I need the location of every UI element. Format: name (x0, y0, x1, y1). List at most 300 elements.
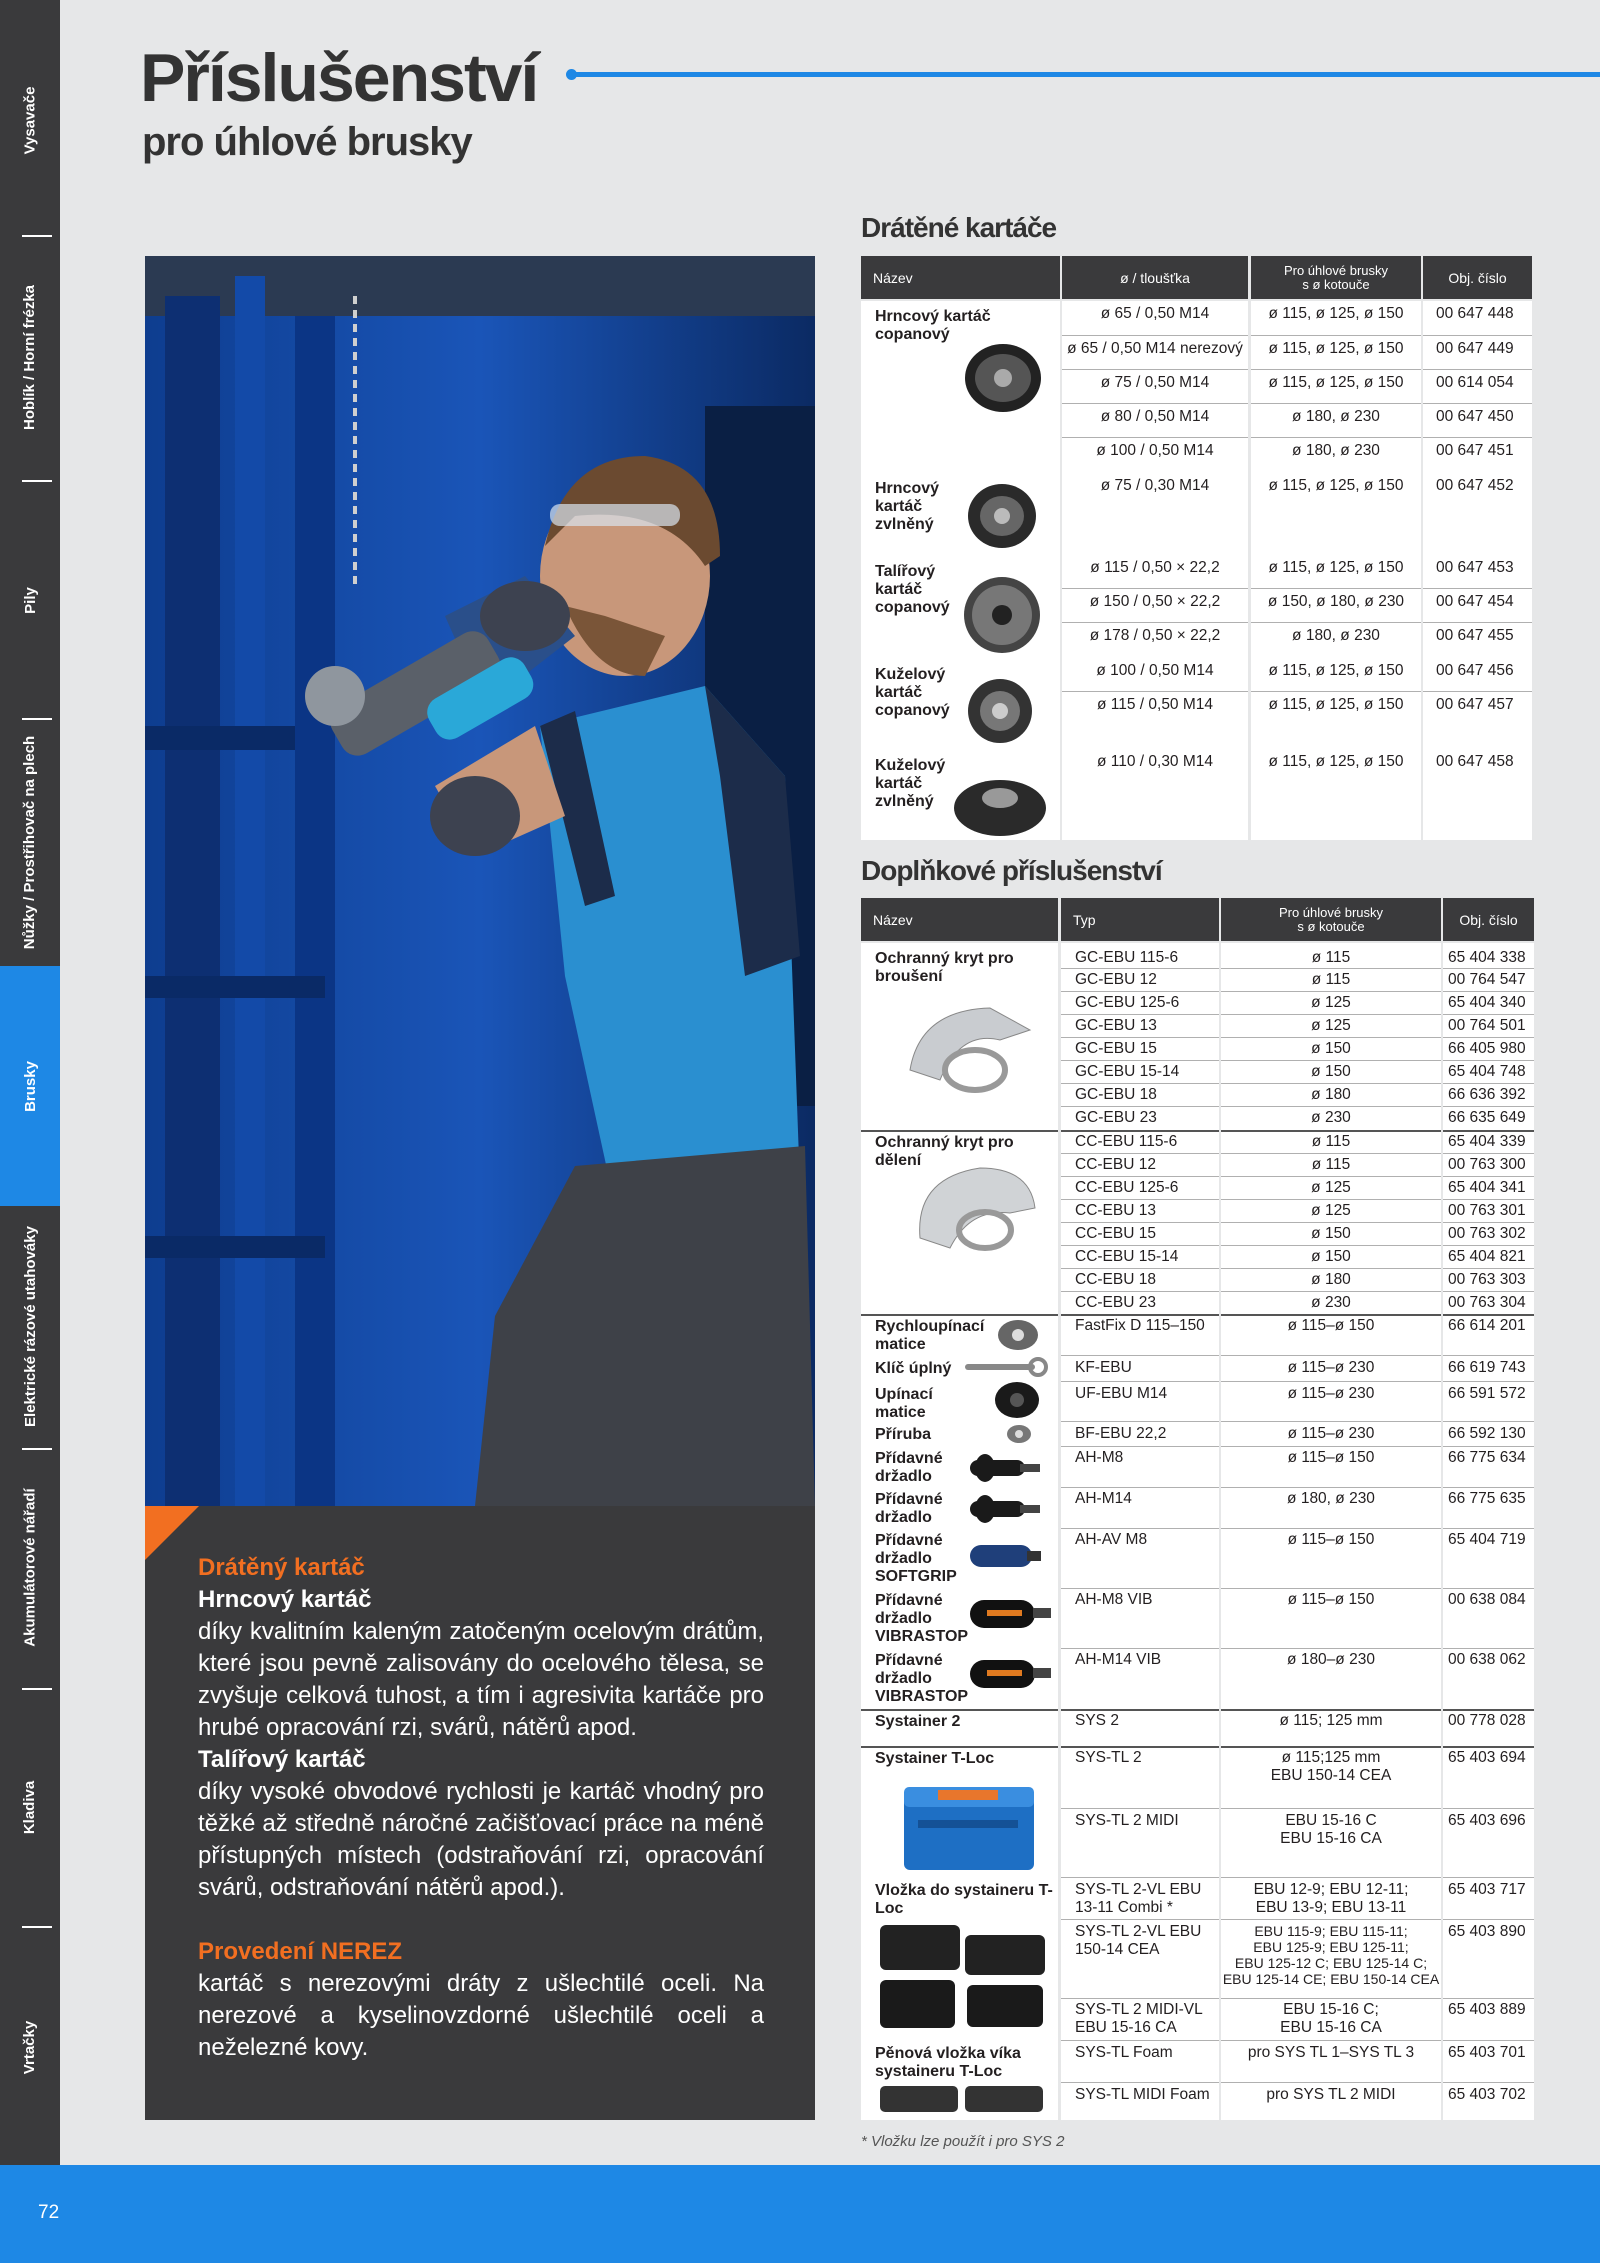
acc-cell-type: AH-M8 VIB (1075, 1591, 1153, 1608)
sidebar-item-label: Pily (21, 586, 39, 614)
softgrip-handle-icon (965, 1535, 1045, 1577)
acc-cell-type: 150-14 CEA (1075, 1941, 1160, 1958)
page-number: 72 (38, 2202, 60, 2223)
acc-cell-order: 65 404 338 (1448, 949, 1526, 966)
acc-cell-for: ø 115;125 mm (1281, 1749, 1381, 1766)
wire-cell-size: ø 115 / 0,50 M14 (1096, 696, 1214, 713)
acc-cell-for: ø 230 (1311, 1109, 1351, 1126)
acc-cell-order: 00 763 301 (1448, 1202, 1526, 1219)
acc-cell-type: CC-EBU 15 (1075, 1225, 1156, 1242)
acc-cell-for: EBU 150-14 CEA (1270, 1767, 1392, 1784)
acc-cell-type: GC-EBU 125-6 (1075, 994, 1180, 1011)
row-divider (1061, 1222, 1219, 1223)
acc-name: Přídavné držadlo VIBRASTOP (875, 1592, 969, 1645)
wire-header-size: ø / tloušťka (1062, 256, 1248, 299)
row-divider (1061, 1381, 1219, 1382)
acc-cell-for: EBU 13-9; EBU 13-11 (1255, 1899, 1407, 1916)
acc-cell-for: ø 150 (1311, 1040, 1351, 1057)
row-divider (1061, 1446, 1219, 1447)
heading-cup-brush: Hrncový kartáč (198, 1586, 372, 1613)
row-divider (1443, 1268, 1534, 1269)
row-divider (1443, 1153, 1534, 1154)
row-divider (1061, 1919, 1219, 1920)
acc-cell-for: EBU 15-16 C; (1283, 2001, 1379, 2018)
row-divider (1221, 1176, 1441, 1177)
row-divider (1061, 2040, 1219, 2041)
row-divider (1221, 1014, 1441, 1015)
row-divider (1062, 403, 1248, 404)
acc-cell-type: AH-M14 (1075, 1490, 1132, 1507)
row-divider (1443, 1083, 1534, 1084)
row-divider (1443, 1877, 1534, 1878)
row-divider (1443, 1245, 1534, 1246)
acc-cell-type: SYS-TL Foam (1075, 2044, 1173, 2061)
vibrastop-handle-icon (965, 1592, 1055, 1636)
wire-cell-for: ø 150, ø 180, ø 230 (1267, 593, 1405, 610)
row-divider (1221, 2082, 1441, 2083)
paragraph-cup-brush: díky kvalitním kaleným zatočeným ocelovým drátům, které jsou pevně zalisovány do ocelového tělesa, se zvyšuje celková tuhost, a tím i agresivita kartáče pro hrubé opracování rzi, svárů, nátěrů apod. (198, 1618, 764, 1741)
row-divider (1443, 1588, 1534, 1589)
acc-cell-for: ø 115 (1311, 971, 1351, 988)
acc-name: Upínací matice (875, 1386, 933, 1421)
wire-cell-size: ø 100 / 0,50 M14 (1096, 442, 1214, 459)
row-divider (1221, 1037, 1441, 1038)
row-divider (1443, 1487, 1534, 1488)
row-divider (1061, 1106, 1219, 1107)
acc-name: Přídavné držadlo (875, 1491, 943, 1526)
row-divider (1061, 1268, 1219, 1269)
heading-wire-brush: Drátěný kartáč (198, 1554, 365, 1581)
acc-cell-for: ø 150 (1311, 1063, 1351, 1080)
row-divider (1423, 588, 1532, 589)
worker-with-grinder-illustration (145, 256, 815, 1506)
bevel-brush-braided-icon (955, 676, 1045, 746)
wire-cell-for: ø 115, ø 125, ø 150 (1268, 696, 1404, 713)
wire-cell-for: ø 115, ø 125, ø 150 (1268, 753, 1404, 770)
orange-corner-triangle (145, 1506, 199, 1560)
row-divider (1062, 369, 1248, 370)
row-divider (1221, 1998, 1441, 1999)
acc-cell-type: CC-EBU 23 (1075, 1294, 1156, 1311)
wire-cell-order: 00 647 448 (1436, 305, 1514, 322)
acc-cell-order: 00 763 303 (1448, 1271, 1526, 1288)
row-divider (1423, 369, 1532, 370)
acc-cell-for: ø 150 (1311, 1225, 1351, 1242)
row-divider (1423, 691, 1532, 692)
row-divider (1443, 1746, 1534, 1748)
heading-stainless: Provedení NEREZ (198, 1938, 403, 1965)
row-divider (1251, 335, 1421, 336)
acc-cell-for: ø 180 (1311, 1271, 1351, 1288)
row-divider (1423, 437, 1532, 438)
acc-cell-for: EBU 125-12 C; EBU 125-14 C; (1234, 1955, 1428, 1971)
heading-disc-brush: Talířový kartáč (198, 1746, 366, 1773)
sidebar (0, 0, 60, 2165)
acc-name: Přídavné držadlo SOFTGRIP (875, 1532, 957, 1585)
row-divider (1443, 2082, 1534, 2083)
row-divider (1443, 1808, 1534, 1809)
acc-cell-order: 66 619 743 (1448, 1359, 1526, 1376)
acc-cell-type: CC-EBU 12 (1075, 1156, 1156, 1173)
acc-cell-type: GC-EBU 13 (1075, 1017, 1157, 1034)
acc-cell-type: SYS-TL 2 (1075, 1749, 1142, 1766)
wire-cell-for: ø 115, ø 125, ø 150 (1268, 662, 1404, 679)
acc-cell-order: 65 403 717 (1448, 1881, 1526, 1898)
row-divider (1251, 369, 1421, 370)
row-divider (861, 1709, 1058, 1711)
sidebar-item-nuzky[interactable] (0, 720, 60, 965)
row-divider (1221, 1648, 1441, 1649)
bevel-brush-crimped-icon (950, 768, 1050, 838)
row-divider (1423, 403, 1532, 404)
row-divider (1443, 1709, 1534, 1711)
acc-cell-type: SYS-TL 2-VL EBU (1075, 1881, 1202, 1898)
wire-cell-for: ø 115, ø 125, ø 150 (1268, 374, 1404, 391)
acc-cell-for: ø 125 (1311, 994, 1351, 1011)
row-divider (1221, 968, 1441, 969)
sidebar-divider (22, 235, 52, 237)
wire-header-order: Obj. číslo (1423, 256, 1532, 299)
row-divider (1061, 1060, 1219, 1061)
row-divider (1221, 1083, 1441, 1084)
row-divider (1221, 1877, 1441, 1878)
cutting-guard-icon (910, 1158, 1040, 1258)
acc-cell-order: 66 405 980 (1448, 1040, 1526, 1057)
row-divider (1061, 1588, 1219, 1589)
wire-cell-size: ø 65 / 0,50 M14 (1100, 305, 1210, 322)
wire-group-name: Hrncový kartáč copanový (875, 308, 991, 343)
acc-cell-for: EBU 115-9; EBU 115-11; (1254, 1923, 1408, 1939)
wire-group-name: Hrncový kartáč zvlněný (875, 480, 940, 533)
row-divider (1423, 335, 1532, 336)
sidebar-item-label: Vysavače (21, 86, 39, 154)
acc-cell-type: AH-AV M8 (1075, 1531, 1148, 1548)
acc-cell-order: 65 403 702 (1448, 2086, 1526, 2103)
acc-cell-type: UF-EBU M14 (1075, 1385, 1168, 1402)
acc-cell-for: ø 115–ø 150 (1287, 1449, 1375, 1466)
sidebar-item-label: Elektrické rázové utahováky (21, 1225, 39, 1427)
row-divider (1221, 991, 1441, 992)
row-divider (1221, 1709, 1441, 1711)
sidebar-divider (22, 1926, 52, 1928)
acc-cell-for: EBU 125-9; EBU 125-11; (1253, 1939, 1409, 1955)
acc-name: Ochranný kryt pro dělení (875, 1134, 1014, 1169)
acc-cell-for: EBU 125-14 CE; EBU 150-14 CEA (1222, 1971, 1440, 1987)
acc-cell-for: ø 115–ø 230 (1287, 1359, 1375, 1376)
row-divider (1221, 1153, 1441, 1154)
row-divider (1443, 1291, 1534, 1292)
wire-cell-size: ø 115 / 0,50 × 22,2 (1090, 559, 1220, 576)
row-divider (1221, 1528, 1441, 1529)
wire-cell-for: ø 115, ø 125, ø 150 (1268, 305, 1404, 322)
row-divider (1061, 1877, 1219, 1878)
row-divider (1443, 1222, 1534, 1223)
row-divider (1443, 1014, 1534, 1015)
row-divider (1062, 691, 1248, 692)
title-rule (570, 72, 1600, 77)
wire-cell-order: 00 647 453 (1436, 559, 1514, 576)
wire-cell-for: ø 115, ø 125, ø 150 (1268, 559, 1404, 576)
row-divider (1221, 2040, 1441, 2041)
acc-cell-order: 00 763 302 (1448, 1225, 1526, 1242)
acc-cell-order: 65 403 696 (1448, 1812, 1526, 1829)
sidebar-item-hoblik[interactable] (0, 240, 60, 475)
row-divider (1062, 335, 1248, 336)
row-divider (1221, 1421, 1441, 1422)
wire-cell-for: ø 115, ø 125, ø 150 (1268, 477, 1404, 494)
acc-header-type: Typ (1061, 898, 1219, 941)
row-divider (1061, 1199, 1219, 1200)
acc-cell-order: 00 778 028 (1448, 1712, 1526, 1729)
acc-cell-for: ø 115–ø 150 (1287, 1317, 1375, 1334)
acc-cell-type: GC-EBU 12 (1075, 971, 1157, 988)
acc-cell-type: GC-EBU 115-6 (1075, 949, 1179, 966)
acc-cell-type: CC-EBU 13 (1075, 1202, 1156, 1219)
acc-header-order: Obj. číslo (1443, 898, 1534, 941)
acc-cell-type: SYS-TL 2-VL EBU (1075, 1923, 1202, 1940)
row-divider (1221, 1245, 1441, 1246)
spanner-icon (960, 1356, 1050, 1378)
row-divider (1061, 1998, 1219, 1999)
row-divider (1061, 968, 1219, 969)
acc-cell-type: BF-EBU 22,2 (1075, 1425, 1167, 1442)
acc-cell-type: EBU 15-16 CA (1075, 2019, 1177, 2036)
grinding-guard-icon (900, 1000, 1040, 1100)
acc-cell-for: ø 115–ø 230 (1287, 1385, 1375, 1402)
wire-cell-size: ø 178 / 0,50 × 22,2 (1089, 627, 1221, 644)
side-handle-icon (965, 1450, 1045, 1486)
paragraph-disc-brush: díky vysoké obvodové rychlosti je kartáč vhodný pro těžké až středně náročné začišťovací práce na méně přístupných místech (odstraňování rzi, opracování svárů, odstraňování nátěrů apod.). (198, 1778, 764, 1901)
wire-group-name: Kuželový kartáč zvlněný (875, 757, 946, 810)
row-divider (1443, 1106, 1534, 1107)
acc-name: Rychloupínací matice (875, 1318, 985, 1353)
row-divider (1423, 622, 1532, 623)
sidebar-item-kladiva[interactable] (0, 1690, 60, 1925)
flange-icon (1005, 1423, 1033, 1445)
row-divider (1221, 1588, 1441, 1589)
row-divider (1061, 991, 1219, 992)
sidebar-item-utahovaky[interactable] (0, 1206, 60, 1446)
wire-cell-for: ø 180, ø 230 (1292, 627, 1380, 644)
row-divider (1221, 1199, 1441, 1200)
row-divider (1221, 1130, 1441, 1132)
footnote: * Vložku lze použít i pro SYS 2 (861, 2133, 1065, 2150)
sidebar-item-brusky[interactable] (0, 966, 60, 1206)
acc-cell-order: 65 403 889 (1448, 2001, 1526, 2018)
row-divider (1443, 1355, 1534, 1356)
wire-header-for: Pro úhlové brusky s ø kotouče (1251, 256, 1421, 299)
sidebar-item-label: Vrtačky (21, 2020, 39, 2075)
acc-cell-order: 00 764 547 (1448, 971, 1526, 988)
row-divider (1443, 1199, 1534, 1200)
wire-cell-size: ø 75 / 0,50 M14 (1100, 374, 1210, 391)
section-title-wire-brushes: Drátěné kartáče (861, 212, 1057, 243)
sidebar-item-vrtacky[interactable] (0, 1930, 60, 2165)
acc-cell-for: pro SYS TL 2 MIDI (1266, 2086, 1396, 2103)
acc-cell-type: GC-EBU 23 (1075, 1109, 1157, 1126)
acc-cell-order: 66 775 635 (1448, 1490, 1526, 1507)
row-divider (1443, 1130, 1534, 1132)
acc-cell-order: 66 592 130 (1448, 1425, 1526, 1442)
row-divider (1443, 1528, 1534, 1529)
wire-cell-size: ø 100 / 0,50 M14 (1096, 662, 1214, 679)
row-divider (1251, 403, 1421, 404)
acc-cell-order: 65 404 340 (1448, 994, 1526, 1011)
wire-cell-size: ø 65 / 0,50 M14 nerezový (1067, 340, 1243, 357)
wire-cell-order: 00 647 455 (1436, 627, 1514, 644)
wire-group-name: Kuželový kartáč copanový (875, 666, 950, 719)
acc-cell-for: ø 115–ø 150 (1287, 1591, 1375, 1608)
acc-cell-for: ø 180, ø 230 (1287, 1490, 1375, 1507)
acc-cell-order: 00 638 062 (1448, 1651, 1526, 1668)
acc-cell-type: SYS-TL 2 MIDI-VL (1075, 2001, 1203, 2018)
row-divider (1443, 1998, 1534, 1999)
hero-photo (145, 256, 815, 1506)
row-divider (1221, 1381, 1441, 1382)
wire-cell-order: 00 647 452 (1436, 477, 1514, 494)
row-divider (1443, 2040, 1534, 2041)
side-handle-icon (965, 1491, 1045, 1527)
description-box (145, 1506, 815, 2120)
acc-cell-for: ø 180–ø 230 (1287, 1651, 1375, 1668)
wire-cell-order: 00 647 457 (1436, 696, 1514, 713)
sidebar-item-pily[interactable] (0, 485, 60, 715)
disc-brush-braided-icon (955, 575, 1050, 655)
sidebar-item-vysavace[interactable] (0, 20, 60, 220)
acc-cell-order: 65 404 821 (1448, 1248, 1526, 1265)
acc-header-for: Pro úhlové brusky s ø kotouče (1221, 898, 1441, 941)
acc-name: Systainer T-Loc (875, 1750, 995, 1767)
acc-name: Ochranný kryt pro broušení (875, 950, 1014, 985)
systainer-insert-icon (875, 1920, 1050, 2035)
acc-cell-type: CC-EBU 18 (1075, 1271, 1156, 1288)
acc-name: Vložka do systaineru T-Loc (875, 1882, 1053, 1917)
row-divider (1061, 1648, 1219, 1649)
paragraph-stainless: kartáč s nerezovými dráty z ušlechtilé oceli. Na nerezové a kyselinovzdorné ušlechtilé oceli a neželezné kovy. (198, 1970, 764, 2061)
row-divider (1221, 1291, 1441, 1292)
acc-name: Přídavné držadlo (875, 1450, 943, 1485)
row-divider (1221, 1060, 1441, 1061)
row-divider (1061, 1014, 1219, 1015)
acc-cell-type: SYS 2 (1075, 1712, 1119, 1729)
sidebar-item-label: Akumulátorové nářadí (21, 1488, 39, 1647)
cup-brush-braided-icon (958, 336, 1048, 416)
row-divider (1061, 2082, 1219, 2083)
acc-cell-for: pro SYS TL 1–SYS TL 3 (1247, 2044, 1415, 2061)
systainer-icon (898, 1775, 1043, 1875)
row-divider (1061, 1528, 1219, 1529)
row-divider (1443, 1060, 1534, 1061)
acc-name: Systainer 2 (875, 1713, 961, 1730)
row-divider (1221, 1487, 1441, 1488)
acc-cell-type: GC-EBU 18 (1075, 1086, 1157, 1103)
acc-name: Pěnová vložka víka systaineru T-Loc (875, 2045, 1021, 2080)
acc-cell-order: 65 403 890 (1448, 1923, 1526, 1940)
row-divider (1251, 691, 1421, 692)
wire-cell-order: 00 614 054 (1436, 374, 1514, 391)
row-divider (1443, 1446, 1534, 1447)
acc-cell-for: ø 125 (1311, 1017, 1351, 1034)
wire-group-name: Talířový kartáč copanový (875, 563, 950, 616)
acc-cell-order: 00 638 084 (1448, 1591, 1526, 1608)
sidebar-item-label: Kladiva (21, 1780, 39, 1835)
wire-cell-size: ø 80 / 0,50 M14 (1100, 408, 1210, 425)
acc-cell-for: ø 115 (1311, 1156, 1351, 1173)
row-divider (1061, 1291, 1219, 1292)
sidebar-item-akumulatorove[interactable] (0, 1450, 60, 1685)
description-text (198, 1552, 764, 2064)
acc-cell-order: 65 404 748 (1448, 1063, 1526, 1080)
acc-cell-for: EBU 15-16 CA (1280, 2019, 1382, 2036)
acc-cell-type: GC-EBU 15-14 (1075, 1063, 1180, 1080)
acc-cell-order: 66 614 201 (1448, 1317, 1526, 1334)
row-divider (1443, 1037, 1534, 1038)
row-divider (1061, 1037, 1219, 1038)
sidebar-item-label: Brusky (21, 1060, 39, 1112)
row-divider (1443, 1381, 1534, 1382)
row-divider (1061, 1355, 1219, 1356)
acc-name: Přídavné držadlo VIBRASTOP (875, 1652, 969, 1705)
row-divider (1443, 1919, 1534, 1920)
acc-cell-type: CC-EBU 125-6 (1075, 1179, 1179, 1196)
row-divider (1061, 1176, 1219, 1177)
row-divider (1221, 1746, 1441, 1748)
row-divider (1061, 1130, 1219, 1132)
acc-cell-order: 65 404 339 (1448, 1133, 1526, 1150)
row-divider (1251, 588, 1421, 589)
section-title-accessories: Doplňkové příslušenství (861, 855, 1162, 886)
acc-cell-for: EBU 15-16 CA (1280, 1830, 1382, 1847)
acc-cell-order: 66 775 634 (1448, 1449, 1526, 1466)
acc-cell-for: EBU 12-9; EBU 12-11; (1253, 1881, 1409, 1898)
row-divider (1221, 1355, 1441, 1356)
page-subtitle: pro úhlové brusky (142, 120, 472, 164)
acc-cell-type: 13-11 Combi * (1075, 1899, 1173, 1916)
row-divider (1251, 622, 1421, 623)
acc-cell-order: 65 403 701 (1448, 2044, 1526, 2061)
wire-cell-size: ø 110 / 0,30 M14 (1096, 753, 1214, 770)
sidebar-divider (22, 480, 52, 482)
acc-cell-for: ø 115–ø 150 (1287, 1531, 1375, 1548)
wire-cell-size: ø 150 / 0,50 × 22,2 (1089, 593, 1221, 610)
sidebar-item-label: Nůžky / Prostřihovač na plech (21, 735, 39, 950)
row-divider (1443, 1314, 1534, 1316)
acc-name: Příruba (875, 1426, 932, 1443)
acc-cell-order: 65 404 719 (1448, 1531, 1526, 1548)
acc-cell-order: 00 763 300 (1448, 1156, 1526, 1173)
wire-cell-order: 00 647 456 (1436, 662, 1514, 679)
clamping-nut-icon (992, 1380, 1042, 1420)
row-divider (1061, 1709, 1219, 1711)
acc-cell-type: SYS-TL MIDI Foam (1075, 2086, 1210, 2103)
acc-cell-type: SYS-TL 2 MIDI (1075, 1812, 1179, 1829)
row-divider (1061, 1314, 1219, 1316)
wire-cell-order: 00 647 454 (1436, 593, 1514, 610)
row-divider (1061, 1808, 1219, 1809)
acc-cell-for: ø 115 (1311, 1133, 1351, 1150)
row-divider (1443, 991, 1534, 992)
acc-cell-for: ø 125 (1311, 1179, 1351, 1196)
row-divider (1221, 1808, 1441, 1809)
wire-header-name: Název (861, 256, 1060, 299)
wire-cell-for: ø 180, ø 230 (1292, 408, 1380, 425)
wire-cell-order: 00 647 450 (1436, 408, 1514, 425)
sidebar-item-label: Hoblík / Horní frézka (21, 284, 39, 431)
wire-cell-order: 00 647 451 (1436, 442, 1514, 459)
row-divider (1061, 1746, 1219, 1748)
row-divider (1061, 1245, 1219, 1246)
acc-cell-for: ø 115; 125 mm (1279, 1712, 1383, 1729)
